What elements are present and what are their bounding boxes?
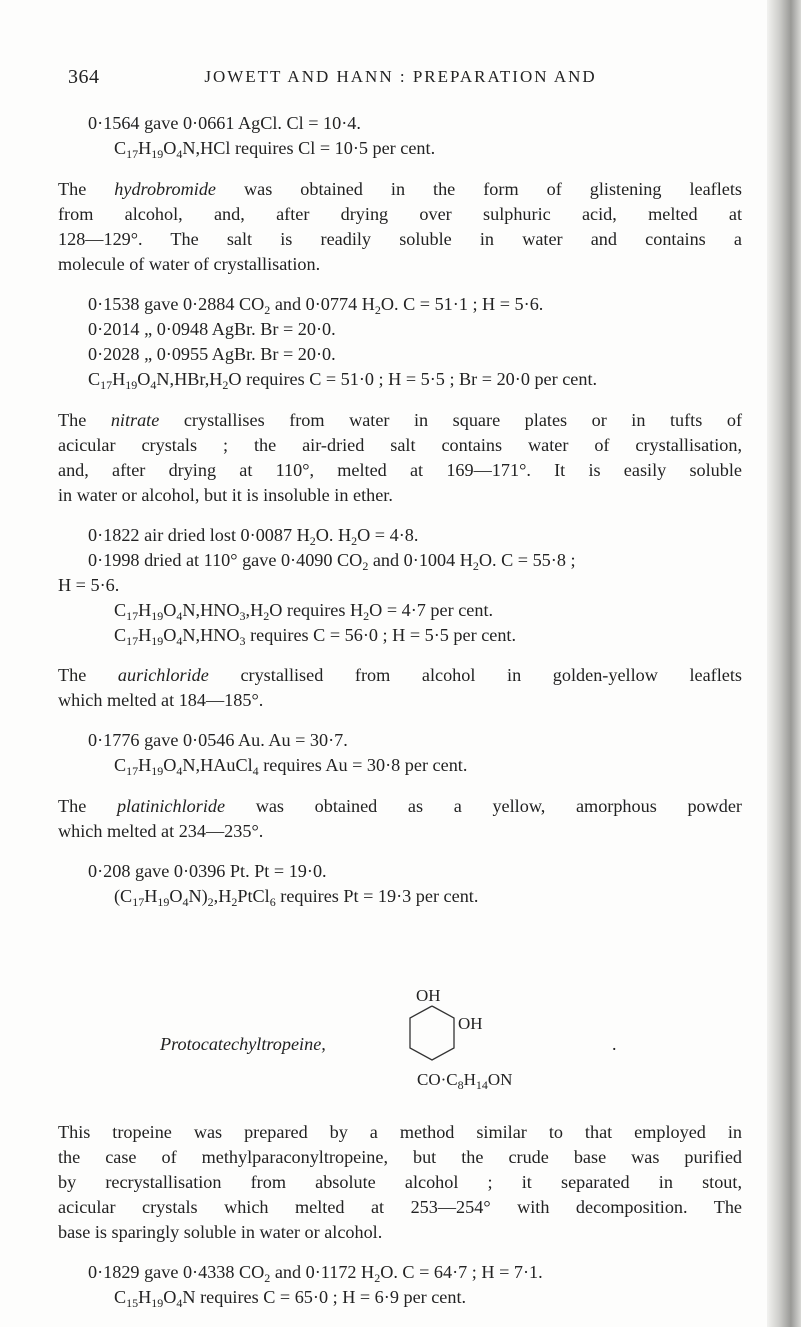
paragraph-line: which melted at 184—185°. bbox=[58, 690, 264, 710]
page-header bbox=[0, 66, 801, 90]
formula-line: $C_{17}H_{19}O_4N,HNO_3$ requires C = 56·0 ; H = 5·5 per cent. bbox=[114, 625, 517, 648]
paragraph-line: and, after drying at 110°, melted at 169—171°. It is easily soluble bbox=[58, 460, 742, 480]
compound-name: Protocatechyltropeine, bbox=[160, 1034, 326, 1054]
term-aurichloride: aurichloride bbox=[117, 665, 209, 685]
paragraph-line: The nitrate crystallises from water in square plates or in tufts of bbox=[58, 410, 742, 430]
paragraph-line: the case of methylparaconyltropeine, but the crude base was purified bbox=[58, 1147, 742, 1167]
paragraph-line: base is sparingly soluble in water or alcohol. bbox=[58, 1222, 383, 1242]
paragraph-line: 128—129°. The salt is readily soluble in water and contains a bbox=[58, 229, 742, 249]
paragraph-line: The hydrobromide was obtained in the form of glistening leaflets bbox=[58, 179, 743, 199]
paragraph-line: The aurichloride crystallised from alcohol in golden-yellow leaflets bbox=[58, 665, 742, 685]
analysis-line: 0·1822 air dried lost 0·0087 $H_2O$. $H_2O = 4\cdot 8$. bbox=[88, 525, 419, 548]
analysis-line: 0·208 gave 0·0396 Pt. Pt = 19·0. bbox=[88, 861, 327, 881]
paragraph-line: acicular crystals ; the air-dried salt contains water of crystallisation, bbox=[58, 435, 742, 455]
book-edge bbox=[767, 0, 801, 1327]
paragraph-line: The platinichloride was obtained as a yellow, amorphous powder bbox=[58, 796, 742, 816]
formula-line: $C_{17}H_{19}O_4N,HNO_3,H_2O$ requires $H_2O = 4\cdot 7$ per cent. bbox=[114, 600, 494, 623]
analysis-line: 0·2014 „ 0·0948 AgBr. Br = 20·0. bbox=[88, 319, 336, 339]
analysis-line: 0·1998 dried at 110° gave 0·4090 $CO_2$ and 0·1004 $H_2O$. C = 55·8 ; bbox=[88, 550, 576, 573]
term-nitrate: nitrate bbox=[110, 410, 160, 430]
analysis-line: 0·1776 gave 0·0546 Au. Au = 30·7. bbox=[88, 730, 348, 750]
paragraph-line: acicular crystals which melted at 253—254° with decomposition. The bbox=[58, 1197, 742, 1217]
benzene-ring-diagram bbox=[406, 1004, 466, 1074]
term-hydrobromide: hydrobromide bbox=[114, 179, 216, 199]
substituent-label: $CO\cdot C_8H_{14}ON$ bbox=[417, 1070, 513, 1092]
formula-line: $(C_{17}H_{19}O_4N)_2,H_2PtCl_6$ requires Pt = 19·3 per cent. bbox=[114, 886, 479, 909]
paragraph-line: in water or alcohol, but it is insoluble in ether. bbox=[58, 485, 393, 505]
paragraph-line: from alcohol, and, after drying over sulphuric acid, melted at bbox=[58, 204, 742, 224]
analysis-line: 0·1564 gave 0·0661 AgCl. Cl = 10·4. bbox=[88, 113, 361, 133]
analysis-line: H = 5·6. bbox=[58, 575, 120, 595]
analysis-line: 0·1538 gave 0·2884 $CO_2$ and 0·0774 $H_2O$. C = 51·1 ; H = 5·6. bbox=[88, 294, 544, 317]
trailing-dot: . bbox=[612, 1034, 617, 1054]
paragraph-line: which melted at 234—235°. bbox=[58, 821, 264, 841]
formula-line: $C_{17}H_{19}O_4N,HCl$ requires Cl = 10·5 per cent. bbox=[114, 138, 436, 161]
formula-line: $C_{17}H_{19}O_4N,HBr,H_2O$ requires C = 51·0 ; H = 5·5 ; Br = 20·0 per cent. bbox=[88, 369, 598, 392]
running-title: JOWETT AND HANN : PREPARATION AND bbox=[204, 67, 597, 86]
analysis-line: 0·1829 gave 0·4338 $CO_2$ and 0·1172 $H_2O$. C = 64·7 ; H = 7·1. bbox=[88, 1262, 543, 1285]
analysis-line: 0·2028 „ 0·0955 AgBr. Br = 20·0. bbox=[88, 344, 336, 364]
structural-formula bbox=[160, 986, 720, 1104]
paragraph-line: molecule of water of crystallisation. bbox=[58, 254, 321, 274]
page-number: 364 bbox=[68, 66, 100, 88]
formula-line: $C_{17}H_{19}O_4N,HAuCl_4$ requires Au = 30·8 per cent. bbox=[114, 755, 468, 778]
paragraph-line: This tropeine was prepared by a method similar to that employed in bbox=[58, 1122, 742, 1142]
formula-line: $C_{15}H_{19}O_4N$ requires C = 65·0 ; H = 6·9 per cent. bbox=[114, 1287, 467, 1310]
term-platinichloride: platinichloride bbox=[116, 796, 226, 816]
hydroxyl-label: OH bbox=[458, 1014, 483, 1033]
hydroxyl-label: OH bbox=[416, 986, 441, 1005]
paragraph-line: by recrystallisation from absolute alcohol ; it separated in stout, bbox=[58, 1172, 742, 1192]
